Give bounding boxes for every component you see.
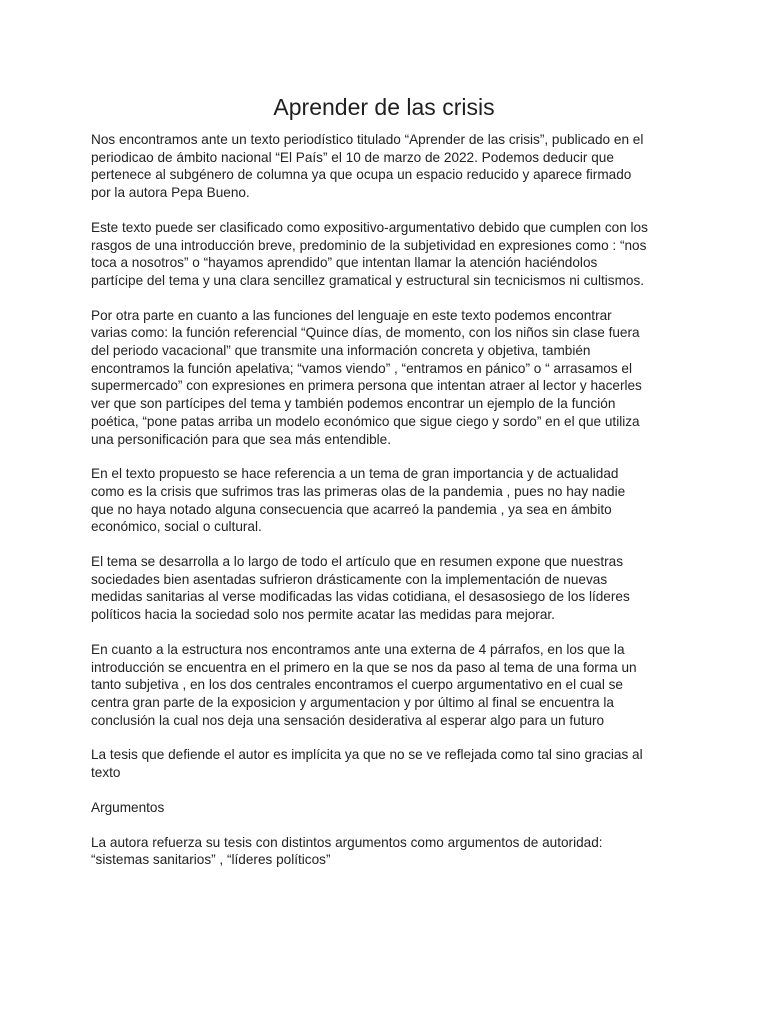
paragraph-structure — [91, 641, 679, 730]
text-line: toca a nosotros” o “hayamos aprendido” que intentan llamar la atención haciéndolos — [91, 255, 598, 271]
text-line: poética, “pone patas arriba un modelo económico que sigue ciego y sordo” en el que utiliza — [91, 413, 640, 429]
text-line: sociedades bien asentadas sufrieron drásticamente con la implementación de nuevas — [91, 571, 608, 587]
text-line: ver que son partícipes del tema y también podemos encontrar un ejemplo de la función — [91, 396, 616, 412]
paragraph-topic — [91, 465, 679, 536]
text-line: El tema se desarrolla a lo largo de todo el artículo que en resumen expone que nuestras — [91, 554, 623, 570]
text-line: Este texto puede ser clasificado como expositivo-argumentativo debido que cumplen con los — [91, 219, 648, 235]
document-body — [91, 131, 679, 886]
paragraph-arguments — [91, 834, 679, 869]
text-line: Por otra parte en cuanto a las funciones del lenguaje en este texto podemos encontrar — [91, 307, 612, 323]
text-line: periodicao de ámbito nacional “El País” el 10 de marzo de 2022. Podemos deducir que — [91, 149, 614, 165]
text-line: pertenece al subgénero de columna ya que ocupa un espacio reducido y aparece firmado — [91, 167, 632, 183]
paragraph-theme — [91, 553, 679, 624]
text-line: tanto subjetiva , en los dos centrales encontramos el cuerpo argumentativo en el cual se — [91, 677, 623, 693]
text-line: económico, social o cultural. — [91, 519, 262, 535]
text-line: encontramos la función apelativa; “vamos viendo” , “entramos en pánico” o “ arrasamos el — [91, 360, 632, 376]
document-title: Aprender de las crisis — [273, 94, 495, 120]
section-heading-argumentos — [91, 799, 679, 817]
paragraph-intro — [91, 131, 679, 202]
text-line: En el texto propuesto se hace referencia a un tema de gran importancia y de actualidad — [91, 466, 619, 482]
paragraph-language-functions — [91, 307, 679, 449]
text-line: Nos encontramos ante un texto periodístico titulado “Aprender de las crisis”, publicado en el — [91, 132, 644, 147]
text-line: La tesis que defiende el autor es implícita ya que no se ve reflejada como tal sino gracias al — [91, 747, 643, 763]
paragraph-classification — [91, 219, 679, 290]
text-line: varias como: la función referencial “Quince días, de momento, con los niños sin clase fuera — [91, 325, 640, 341]
text-line: medidas sanitarias al verse modificadas las vidas cotidiana, el desasosiego de los líderes — [91, 589, 630, 605]
text-line: rasgos de una introducción breve, predominio de la subjetividad en expresiones como : “nos — [91, 237, 647, 253]
text-line: centra gran parte de la exposicion y argumentacion y por último al final se encuentra la — [91, 694, 614, 710]
text-line: por la autora Pepa Bueno. — [91, 185, 250, 201]
text-line: que no haya notado alguna consecuencia que acarreó la pandemia , ya sea en ámbito — [91, 501, 612, 517]
text-line: La autora refuerza su tesis con distintos argumentos como argumentos de autoridad: — [91, 834, 603, 850]
text-line: del periodo vacacional” que transmite una información concreta y objetiva, también — [91, 343, 591, 359]
text-line: En cuanto a la estructura nos encontramos ante una externa de 4 párrafos, en los que la — [91, 641, 625, 657]
text-line: conclusión la cual nos deja una sensación desiderativa al esperar algo para un futuro — [91, 712, 605, 728]
text-line: introducción se encuentra en el primero en la que se nos da paso al tema de una forma un — [91, 659, 637, 675]
text-line: “sistemas sanitarios” , “líderes políticos” — [91, 852, 331, 868]
text-line: políticos hacia la sociedad solo nos permite acatar las medidas para mejorar. — [91, 607, 555, 623]
text-line: Argumentos — [91, 799, 165, 815]
paragraph-thesis — [91, 746, 679, 781]
text-line: una personificación para que sea más entendible. — [91, 431, 392, 447]
text-line: texto — [91, 765, 121, 781]
text-line: como es la crisis que sufrimos tras las primeras olas de la pandemia , pues no hay nadie — [91, 483, 626, 499]
text-line: partícipe del tema y una clara sencillez gramatical y estructural sin tecnicismos ni cultismos. — [91, 272, 645, 288]
text-line: supermercado” con expresiones en primera persona que intentan atraer al lector y hacerles — [91, 378, 642, 394]
